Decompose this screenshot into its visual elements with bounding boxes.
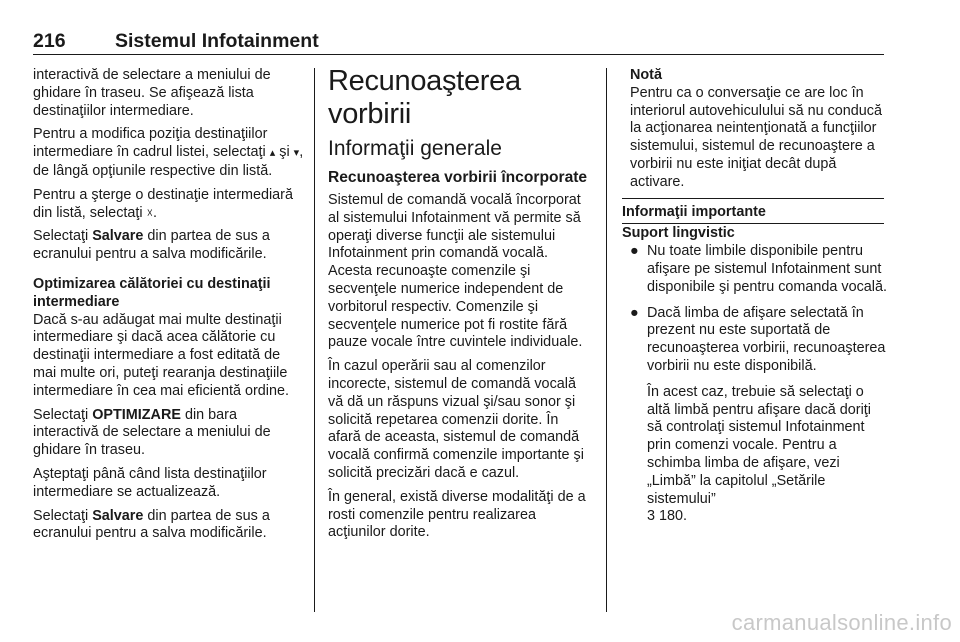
paragraph: Sistemul de comandă vocală încorporat al sistemului Infotainment vă permite să operaţi diverse funcţii ale sistemului Infotainment prin comandă vocală. Acesta recunoaşte comenzile şi secvenţele numerice independent de vorbitorul respectiv. Comenzile şi secvenţele numerice pot fi rostite fără pauze vocale între cuvintele individuale. (328, 192, 583, 351)
heading-divider (622, 223, 884, 224)
page-header (33, 28, 884, 55)
page-reference-icon: 3 (647, 508, 656, 525)
close-icon: ☓ (146, 205, 153, 220)
watermark: carmanualsonline.info (731, 610, 952, 635)
bullet-icon: ● (630, 243, 639, 260)
section-heading: Suport lingvistic (622, 225, 735, 242)
paragraph: Aşteptaţi până când lista destinaţiilor intermediare se actualizează. (33, 465, 267, 500)
page-reference: 180. (655, 508, 688, 525)
column-right (622, 67, 890, 532)
note-box (630, 67, 890, 192)
page-number: 216 (33, 30, 66, 52)
section-title: Recunoaşterea vorbirii (328, 65, 521, 130)
column-divider-right (606, 68, 607, 612)
paragraph: Selectaţi Salvare din partea de sus a ecranului pentru a salva modificările. (33, 228, 270, 263)
paragraph: Selectaţi Salvare din partea de sus a ecranului pentru a salva modificările. (33, 507, 270, 542)
paragraph: În general, există diverse modalităţi de a rosti comenzile pentru realizarea acţiunilor dorite. (328, 488, 586, 541)
arrow-down-icon: ▾ (293, 147, 300, 160)
section-heading: Informaţii importante (622, 203, 766, 220)
chapter-title: Sistemul Infotainment (115, 30, 319, 52)
paragraph: În acest caz, trebuie să selectaţi o altă limbă pentru afişare dacă doriţi să controlaţi sistemul Infotainment prin comenzi vocale. Pentru a schimba limba de afişare, vezi „Limbă” la capitolul „Setările sistemului” 3 180. (647, 383, 871, 525)
bullet-icon: ● (630, 304, 639, 321)
arrow-up-icon: ▴ (269, 147, 276, 160)
note-text: Pentru ca o conversaţie ce are loc în interiorul autovehiculului să nu conducă la acţionarea neintenţionată a funcţiilor sistemului, sistemul de recunoaştere a vorbirii nu este iniţiat decât după activare. (630, 84, 882, 190)
bullet-list (622, 243, 890, 376)
note-divider (622, 198, 884, 199)
paragraph: Pentru a modifica poziţia destinaţiilor intermediare în cadrul listei, selectaţi ▴ şi ▾, de lângă opţiunile respective din listă. (33, 126, 304, 179)
ui-label-save: Salvare (92, 228, 144, 245)
ui-label-save: Salvare (92, 507, 144, 524)
paragraph: Pentru a şterge o destinaţie intermediară din listă, selectaţi ☓. (33, 186, 293, 221)
note-label: Notă (630, 67, 662, 83)
column-divider-left (314, 68, 315, 612)
paragraph: Selectaţi OPTIMIZARE din bara interactivă de selectare a meniului de ghidare în traseu. (33, 406, 271, 459)
column-middle (328, 67, 593, 548)
ui-label-optimize: OPTIMIZARE (92, 406, 181, 423)
column-left (33, 67, 305, 549)
subsection-title: Informaţii generale (328, 137, 502, 160)
paragraph: În cazul operării sau al comenzilor incorecte, sistemul de comandă vocală vă dă un răspuns vizual şi/sau sonor şi solicită repetarea comenzii dorite. În afară de aceasta, sistemul de comandă vocală confirmă comenzile importante şi solicită precizări dacă e cazul. (328, 358, 584, 481)
topic-heading: Recunoaşterea vorbirii încorporate (328, 169, 588, 186)
paragraph: Dacă s-au adăugat mai multe destinaţii intermediare şi dacă acea călătorie cu destinaţii intermediare a fost editată de mai multe ori, puteţi rearanja destinaţiile intermediare în cea mai eficientă ordine. (33, 311, 289, 399)
list-item: ● Dacă limba de afişare selectată în prezent nu este suportată de recunoaşterea vorbirii, recunoaşterea vorbirii nu este disponibilă. (630, 304, 886, 374)
paragraph: interactivă de selectare a meniului de ghidare în traseu. Se afişează lista destinaţiilor intermediare. (33, 67, 271, 119)
list-item: ● Nu toate limbile disponibile pentru afişare pe sistemul Infotainment sunt disponibile şi pentru comanda vocală. (630, 243, 887, 295)
section-heading: Optimizarea călătoriei cu destinaţii intermediare (33, 275, 271, 310)
